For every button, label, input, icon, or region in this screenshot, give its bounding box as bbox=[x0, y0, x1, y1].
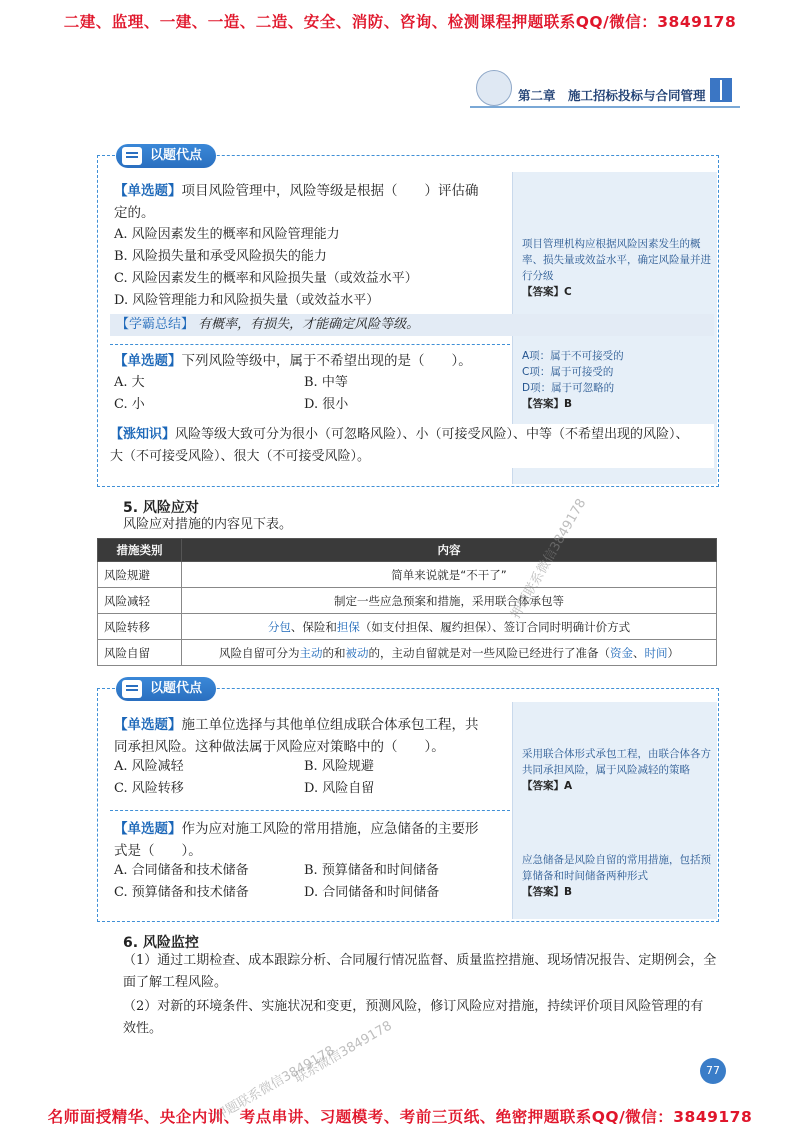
question-icon bbox=[122, 147, 142, 165]
highlight: 主动 bbox=[299, 645, 323, 660]
table-cell-category: 风险自留 bbox=[98, 640, 182, 666]
table-row bbox=[98, 562, 717, 588]
option-d: D. 很小 bbox=[304, 397, 349, 412]
table-cell-category: 风险规避 bbox=[98, 562, 182, 588]
divider bbox=[110, 810, 510, 811]
note-line-2: 大（不可接受风险）、很大（不可接受风险）。 bbox=[110, 449, 371, 464]
question-stem-cont: 定的。 bbox=[114, 205, 155, 221]
table-row bbox=[98, 614, 717, 640]
question-stem-cont: 式是（ ）。 bbox=[114, 843, 202, 859]
summary-text: 有概率，有损失，才能确定风险等级。 bbox=[198, 317, 420, 332]
question-stem: 项目风险管理中，风险等级是根据（ ）评估确 bbox=[181, 183, 479, 199]
chapter-title: 第二章 施工招标投标与合同管理 bbox=[518, 88, 706, 103]
paragraph-line: 效性。 bbox=[123, 1021, 163, 1036]
column-header: 措施类别 bbox=[98, 539, 182, 562]
option-b: B. 风险损失量和承受风险损失的能力 bbox=[114, 249, 327, 264]
column-header: 内容 bbox=[182, 539, 717, 562]
paragraph-line: （2）对新的环境条件、实施状况和变更，预测风险，修订风险应对措施，持续评价项目风险管理的有 bbox=[123, 999, 704, 1014]
text: ） bbox=[667, 645, 679, 660]
table-cell-content bbox=[182, 614, 717, 640]
explanation-line: 共同承担风险，属于风险减轻的策略 bbox=[522, 764, 690, 776]
paragraph-2 bbox=[123, 996, 723, 1040]
answer-key: 【答案】B bbox=[522, 886, 573, 898]
table-row bbox=[98, 588, 717, 614]
highlight: 时间 bbox=[644, 645, 668, 660]
table-cell-content: 制定一些应急预案和措施，采用联合体承包等 bbox=[182, 588, 717, 614]
table-cell-content bbox=[182, 640, 717, 666]
top-promo-banner: 二建、监理、一建、一造、二造、安全、消防、咨询、检测课程押题联系QQ/微信：3849178 bbox=[63, 13, 737, 31]
text: 风险自留可分为 bbox=[219, 645, 300, 660]
question-4 bbox=[114, 818, 509, 862]
option-list bbox=[114, 224, 418, 312]
text: 的，主动自留就是对一些风险已经进行了准备（ bbox=[368, 645, 610, 660]
explanation-line: 采用联合体形式承包工程，由联合体各方 bbox=[522, 748, 711, 760]
question-1 bbox=[114, 180, 509, 224]
explanation-line: 项目管理机构应根据风险因素发生的概 bbox=[522, 238, 701, 250]
explanation-3 bbox=[522, 746, 712, 794]
explanation-2 bbox=[522, 348, 712, 412]
section-heading-5: 5. 风险应对 bbox=[123, 500, 199, 516]
explanation-line: C项：属于可接受的 bbox=[522, 366, 614, 378]
option-a: A. 风险减轻 bbox=[114, 759, 184, 774]
table-header-row bbox=[98, 539, 717, 562]
knowledge-note bbox=[110, 424, 714, 468]
answer-key: 【答案】C bbox=[522, 286, 572, 298]
explanation-line: 率、损失量或效益水平，确定风险量并进 bbox=[522, 254, 711, 266]
summary-banner bbox=[110, 314, 714, 336]
note-label: 【涨知识】 bbox=[110, 427, 176, 442]
section-heading-6: 6. 风险监控 bbox=[123, 935, 199, 951]
page-number: 77 bbox=[700, 1058, 726, 1084]
option-a: A. 大 bbox=[114, 375, 145, 390]
question-2 bbox=[114, 350, 509, 372]
option-a: A. 合同储备和技术储备 bbox=[114, 863, 249, 878]
question-stem: 作为应对施工风险的常用措施，应急储备的主要形 bbox=[181, 821, 479, 837]
highlight: 被动 bbox=[345, 645, 369, 660]
book-icon bbox=[710, 78, 732, 102]
watermark: 押题联系微信3849178 bbox=[508, 496, 590, 622]
option-b: B. 预算储备和时间储备 bbox=[304, 863, 439, 878]
divider bbox=[110, 344, 510, 345]
question-stem: 施工单位选择与其他单位组成联合体承包工程，共 bbox=[181, 717, 479, 733]
text: （如支付担保、履约担保）、签订合同时明确计价方式 bbox=[359, 619, 631, 634]
option-d: D. 风险自留 bbox=[304, 781, 375, 796]
option-b: B. 中等 bbox=[304, 375, 348, 390]
table-cell-category: 风险转移 bbox=[98, 614, 182, 640]
chapter-header bbox=[470, 84, 740, 108]
option-c: C. 预算储备和技术储备 bbox=[114, 885, 249, 900]
option-a: A. 风险因素发生的概率和风险管理能力 bbox=[114, 227, 340, 242]
option-c: C. 小 bbox=[114, 397, 145, 412]
paragraph-1 bbox=[123, 950, 723, 994]
text: 、保险和 bbox=[290, 619, 337, 634]
explanation-line: D项：属于可忽略的 bbox=[522, 382, 615, 394]
answer-key: 【答案】B bbox=[522, 398, 573, 410]
question-icon bbox=[122, 680, 142, 698]
explanation-line: A项：属于不可接受的 bbox=[522, 350, 624, 362]
question-stem: 下列风险等级中，属于不希望出现的是（ ）。 bbox=[181, 353, 472, 369]
explanation-line: 应急储备是风险自留的常用措施，包括预 bbox=[522, 854, 711, 866]
tag-label: 以题代点 bbox=[150, 681, 203, 696]
explanation-1 bbox=[522, 236, 712, 300]
text: 的和 bbox=[322, 645, 346, 660]
tag-label: 以题代点 bbox=[150, 148, 203, 163]
section-intro: 风险应对措施的内容见下表。 bbox=[123, 517, 293, 532]
explanation-4 bbox=[522, 852, 712, 900]
question-3 bbox=[114, 714, 509, 758]
section-tag-2 bbox=[116, 677, 216, 701]
option-c: C. 风险转移 bbox=[114, 781, 184, 796]
section-tag-1 bbox=[116, 144, 216, 168]
option-d: D. 合同储备和时间储备 bbox=[304, 885, 440, 900]
option-c: C. 风险因素发生的概率和风险损失量（或效益水平） bbox=[114, 271, 418, 286]
option-d: D. 风险管理能力和风险损失量（或效益水平） bbox=[114, 293, 380, 308]
text: 、 bbox=[633, 645, 645, 660]
mascot-icon bbox=[476, 70, 512, 106]
answer-key: 【答案】A bbox=[522, 780, 573, 792]
explanation-line: 算储备和时间储备两种形式 bbox=[522, 870, 648, 882]
question-type-label: 【单选题】 bbox=[114, 353, 182, 369]
note-line-1: 风险等级大致可分为很小（可忽略风险）、小（可接受风险）、中等（不希望出现的风险）、 bbox=[175, 427, 689, 442]
question-type-label: 【单选题】 bbox=[114, 821, 182, 837]
explanation-line: 行分级 bbox=[522, 270, 554, 282]
question-type-label: 【单选题】 bbox=[114, 183, 182, 199]
option-b: B. 风险规避 bbox=[304, 759, 374, 774]
risk-response-table bbox=[97, 538, 717, 666]
question-stem-cont: 同承担风险。这种做法属于风险应对策略中的（ ）。 bbox=[114, 739, 445, 755]
table-cell-category: 风险减轻 bbox=[98, 588, 182, 614]
bottom-promo-banner: 名师面授精华、央企内训、考点串讲、习题模考、考前三页纸、绝密押题联系QQ/微信：3849178 bbox=[47, 1108, 753, 1126]
paragraph-line: 面了解工程风险。 bbox=[123, 975, 228, 990]
highlight: 担保 bbox=[336, 619, 360, 634]
watermark: 押题联系微信3849178 bbox=[212, 1043, 338, 1125]
watermark: 联系微信3849178 bbox=[292, 1018, 395, 1087]
table-row bbox=[98, 640, 717, 666]
paragraph-line: （1）通过工期检查、成本跟踪分析、合同履行情况监督、质量监控措施、现场情况报告、定期例会，全 bbox=[123, 953, 717, 968]
table-cell-content: 简单来说就是“不干了” bbox=[182, 562, 717, 588]
highlight: 分包 bbox=[267, 619, 291, 634]
summary-label: 【学霸总结】 bbox=[116, 317, 195, 332]
question-type-label: 【单选题】 bbox=[114, 717, 182, 733]
highlight: 资金 bbox=[610, 645, 633, 660]
